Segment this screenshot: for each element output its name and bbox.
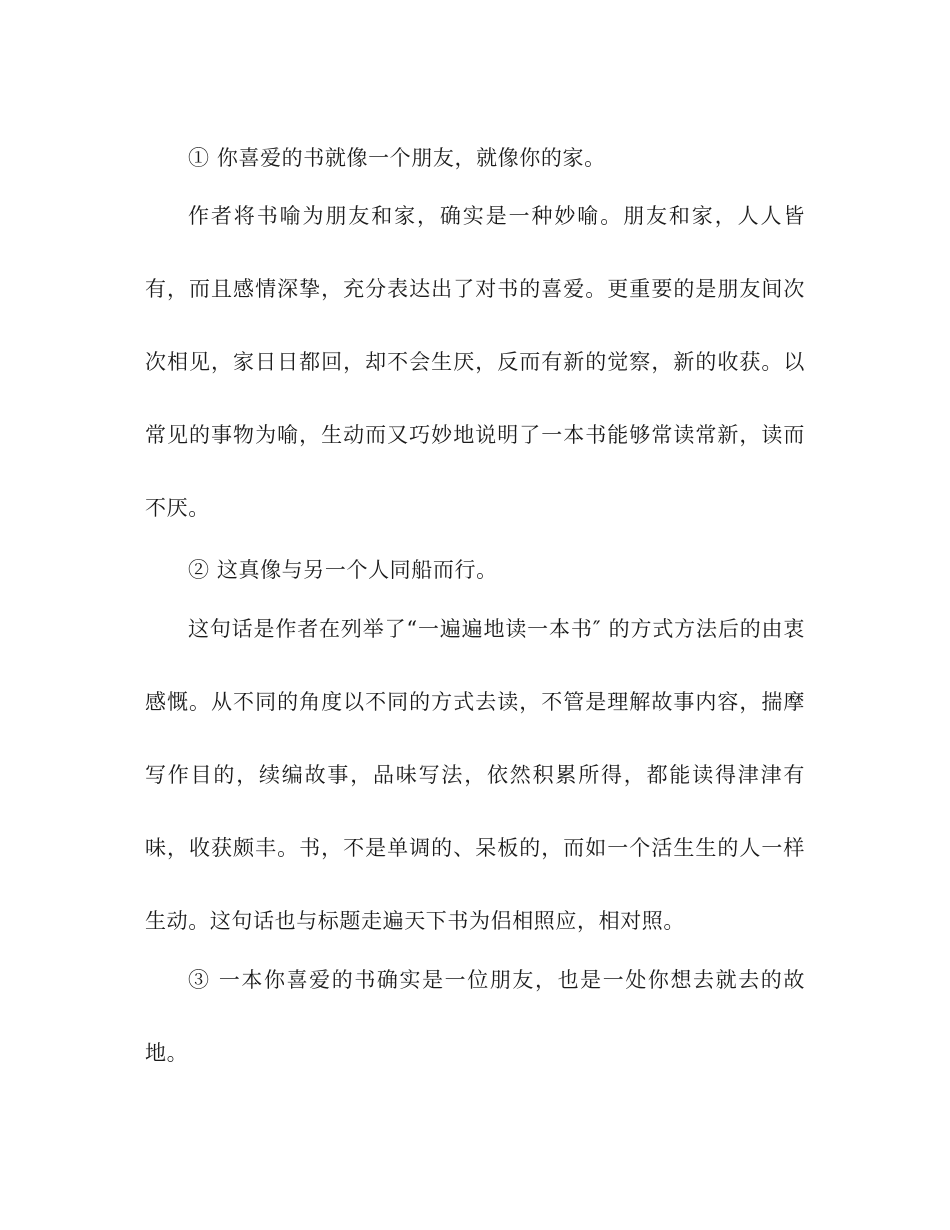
- paragraph-heading-1: ① 你喜爱的书就像一个朋友，就像你的家。: [188, 146, 606, 170]
- paragraph-heading-2: ② 这真像与另一个人同船而行。: [188, 558, 498, 582]
- paragraph-body-2: 这句话是作者在列举了“一遍遍地读一本书″ 的方式方法后的由衷感慨。从不同的角度以不同的方式去读，不管是理解故事内容，揣摩写作目的，续编故事，品味写法，依然积累所得，都能读得津津有味，收获颇丰。书，不是单调的、呆板的，而如一个活生生的人一样生动。这句话也与标题走遍天下书为侣相照应，相对照。: [145, 617, 805, 933]
- paragraph-body-1: 作者将书喻为朋友和家，确实是一种妙喻。朋友和家，人人皆有，而且感情深挚，充分表达出了对书的喜爱。更重要的是朋友间次次相见，家日日都回，却不会生厌，反而有新的觉察，新的收获。以常见的事物为喻，生动而又巧妙地说明了一本书能够常读常新，读而不厌。: [145, 204, 805, 520]
- paragraph-body-3: ③ 一本你喜爱的书确实是一位朋友，也是一处你想去就去的故地。: [145, 968, 805, 1065]
